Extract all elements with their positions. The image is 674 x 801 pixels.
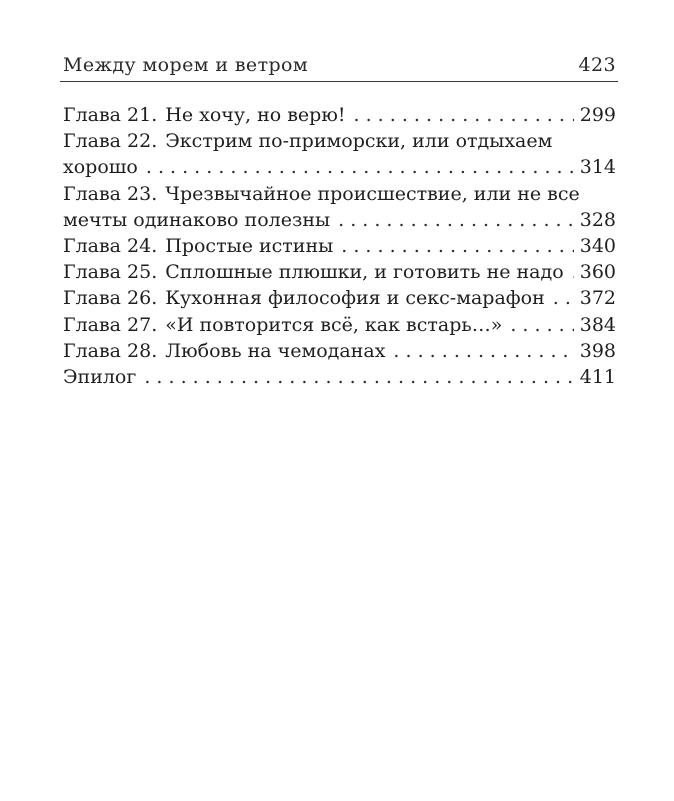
toc-entry-continuation: хорошо bbox=[63, 156, 138, 179]
toc-entry-24 bbox=[63, 233, 616, 259]
toc-entry-23-line2 bbox=[63, 207, 616, 233]
toc-leader-dots bbox=[572, 259, 574, 285]
toc-entry-21 bbox=[63, 102, 616, 128]
toc-entry-27 bbox=[63, 312, 616, 338]
toc-entry-label: Глава 22. bbox=[63, 130, 158, 153]
toc-leader-dots bbox=[354, 102, 574, 128]
toc-entry-title: Любовь на чемоданах bbox=[165, 339, 386, 362]
toc-entry-label: Глава 25. bbox=[63, 261, 158, 284]
toc-entry-title: Не хочу, но верю! bbox=[165, 104, 346, 126]
toc-entry-title: Простые истины bbox=[165, 235, 334, 258]
toc-entry-23-line1 bbox=[63, 181, 616, 207]
toc-entry-page: 328 bbox=[579, 208, 616, 231]
toc-entry-title: Кухонная философия и секс-марафон bbox=[165, 287, 545, 310]
toc-entry-epilogue bbox=[63, 364, 616, 390]
toc-entry-title: Сплошные плюшки, и готовить не надо bbox=[165, 261, 564, 284]
toc-entry-label: Эпилог bbox=[63, 366, 137, 389]
toc-entry-page: 384 bbox=[579, 313, 616, 336]
toc-entry-label: Глава 26. bbox=[63, 287, 158, 310]
toc-entry-page: 411 bbox=[579, 366, 616, 389]
toc-entry-label: Глава 24. bbox=[63, 235, 158, 258]
toc-leader-dots bbox=[553, 285, 574, 311]
toc-leader-dots bbox=[144, 364, 573, 390]
toc-entry-page: 314 bbox=[579, 156, 616, 179]
toc-entry-22-line2 bbox=[63, 154, 616, 180]
toc-entry-28 bbox=[63, 338, 616, 364]
toc-entry-page: 372 bbox=[579, 287, 616, 310]
toc-entry-page: 360 bbox=[579, 261, 616, 284]
table-of-contents bbox=[63, 102, 616, 390]
toc-entry-page: 299 bbox=[579, 104, 616, 126]
header-rule bbox=[60, 81, 618, 82]
running-header bbox=[63, 46, 616, 76]
toc-entry-label: Глава 28. bbox=[63, 339, 158, 362]
toc-entry-label: Глава 21. bbox=[63, 104, 158, 126]
toc-leader-dots bbox=[393, 338, 573, 364]
toc-entry-title: Чрезвычайное происшествие, или не все bbox=[165, 182, 580, 205]
book-title: Между морем и ветром bbox=[63, 54, 309, 76]
toc-leader-dots bbox=[510, 312, 573, 338]
toc-entry-label: Глава 27. bbox=[63, 313, 158, 336]
toc-entry-title: Экстрим по-приморски, или отдыхаем bbox=[165, 130, 553, 153]
toc-entry-26 bbox=[63, 285, 616, 311]
toc-entry-25 bbox=[63, 259, 616, 285]
toc-entry-22-line1 bbox=[63, 128, 616, 154]
toc-entry-page: 398 bbox=[579, 339, 616, 362]
page-number: 423 bbox=[578, 54, 616, 76]
toc-entry-page: 340 bbox=[579, 235, 616, 258]
toc-leader-dots bbox=[338, 207, 574, 233]
toc-entry-label: Глава 23. bbox=[63, 182, 158, 205]
toc-entry-continuation: мечты одинаково полезны bbox=[63, 208, 331, 231]
toc-leader-dots bbox=[146, 154, 574, 180]
toc-entry-title: «И повторится всё, как встарь…» bbox=[165, 313, 503, 336]
toc-leader-dots bbox=[341, 233, 573, 259]
